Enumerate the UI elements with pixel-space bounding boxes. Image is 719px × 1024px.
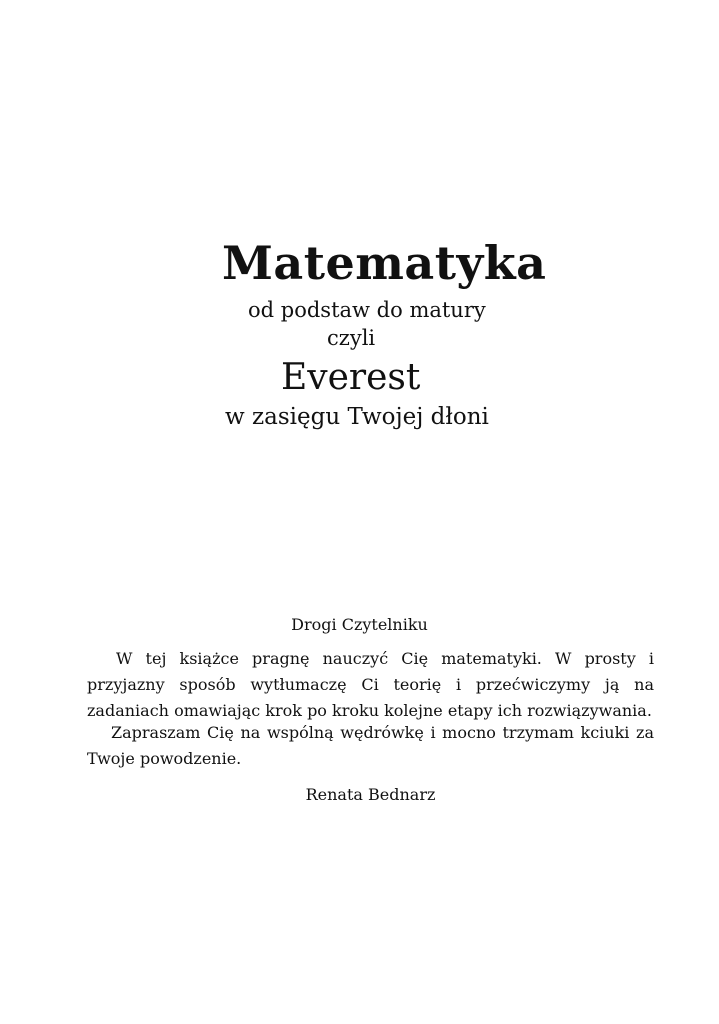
letter-paragraph-2-text: Zapraszam Cię na wspólną wędrówkę i mocno trzymam kciuki za Twoje powodzenie. — [87, 723, 654, 768]
letter-paragraph-1-text: W tej książce pragnę nauczyć Cię matematyki. W prosty i przyjazny sposób wytłumaczę Ci teorię i przećwiczymy ją na zadaniach omawiając krok po kroku kolejne etapy ich rozwiązywania. — [87, 649, 654, 720]
letter-paragraph-2 — [87, 720, 654, 772]
book-subtitle: od podstaw do matury — [248, 298, 486, 322]
letter-paragraph-1 — [87, 646, 654, 724]
letter-greeting: Drogi Czytelniku — [291, 615, 428, 634]
book-title: Matematyka — [222, 236, 547, 290]
title-tagline: w zasięgu Twojej dłoni — [225, 404, 489, 430]
letter-signature: Renata Bednarz — [305, 785, 436, 804]
title-everest: Everest — [281, 357, 421, 398]
title-connector: czyli — [327, 326, 376, 350]
